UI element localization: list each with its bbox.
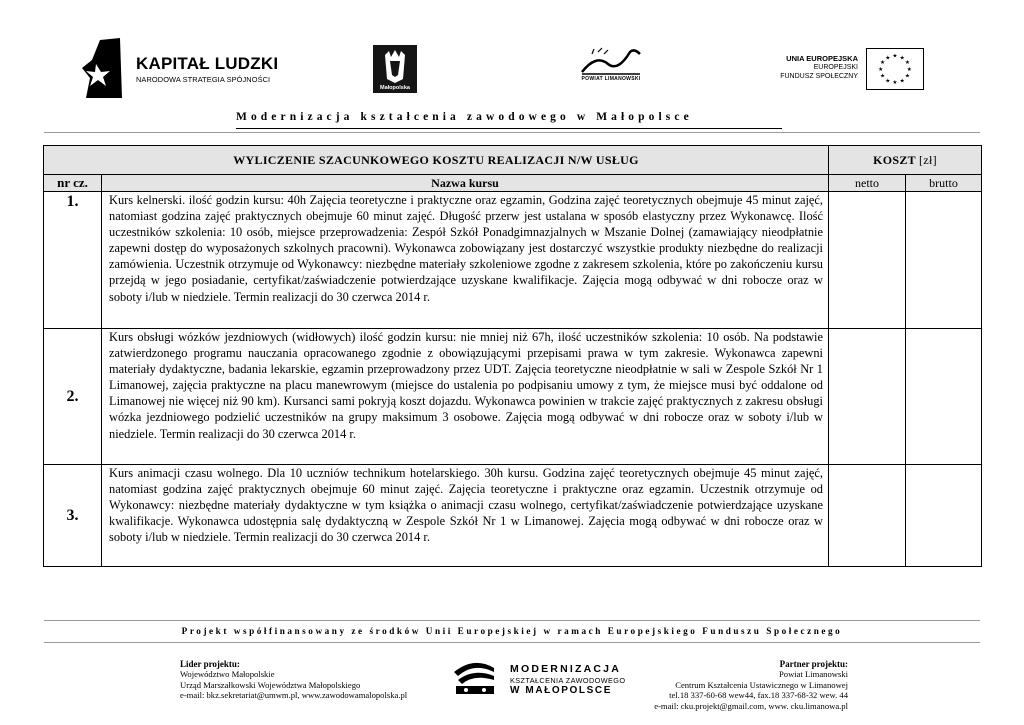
kapital-ludzki-logo: [82, 38, 282, 100]
svg-text:★: ★: [885, 78, 891, 85]
svg-text:★: ★: [904, 60, 910, 67]
table-title: WYLICZENIE SZACUNKOWEGO KOSZTU REALIZACJI N/W USŁUG: [44, 146, 829, 175]
netto-cell[interactable]: [829, 329, 906, 465]
cost-label: KOSZT: [873, 152, 916, 167]
modernizacja-line-1: MODERNIZACJA: [510, 663, 621, 675]
brutto-cell[interactable]: [906, 192, 982, 329]
svg-text:★: ★: [899, 55, 905, 62]
eu-stars-icon: [867, 49, 923, 89]
powiat-limanowski-mountain-icon: [578, 46, 644, 76]
brutto-cell[interactable]: [906, 465, 982, 567]
modernizacja-line-3: W MAŁOPOLSCE: [510, 685, 612, 696]
leader-line: e-mail: bkz.sekretariat@umwm.pl, www.zawodowamalopolska.pl: [180, 690, 408, 701]
cofinancing-note: Projekt współfinansowany ze środków Unii Europejskiej w ramach Europejskiego Funduszu Społecznego: [181, 626, 843, 636]
svg-text:★: ★: [906, 66, 912, 73]
project-partner-block: [654, 659, 848, 711]
column-header-brutto: brutto: [906, 175, 982, 192]
eu-line-2: EUROPEJSKI: [813, 64, 858, 71]
netto-cell[interactable]: [829, 465, 906, 567]
powiat-limanowski-label: POWIAT LIMANOWSKI: [581, 76, 641, 82]
cost-header: [829, 146, 982, 175]
netto-cell[interactable]: [829, 192, 906, 329]
svg-text:★: ★: [904, 73, 910, 80]
eu-line-3: FUNDUSZ SPOŁECZNY: [780, 73, 858, 80]
leader-line: Urząd Marszałkowski Województwa Małopolskiego: [180, 679, 361, 690]
svg-text:★: ★: [892, 53, 898, 60]
eu-line-1: UNIA EUROPEJSKA: [786, 54, 858, 63]
svg-text:★: ★: [899, 78, 905, 85]
footer-divider-bottom: [44, 642, 980, 643]
column-header-netto: netto: [829, 175, 906, 192]
svg-text:★: ★: [892, 80, 898, 87]
row-number: 3.: [44, 465, 102, 567]
project-subtitle: Modernizacja kształcenia zawodowego w Małopolsce: [236, 111, 693, 123]
header-divider: [44, 132, 980, 133]
row-number: 1.: [44, 192, 102, 329]
table-title-row: [44, 146, 982, 175]
modernizacja-mark-icon: [452, 658, 496, 696]
brutto-cell[interactable]: [906, 329, 982, 465]
partner-line: Centrum Kształcenia Ustawicznego w Limanowej: [675, 679, 848, 690]
footer-divider-top: [44, 620, 980, 621]
powiat-limanowski-logo: [578, 46, 644, 82]
modernizacja-line-2: KSZTAŁCENIA ZAWODOWEGO: [510, 676, 626, 685]
kapital-ludzki-title: KAPITAŁ LUDZKI: [136, 54, 279, 73]
project-leader-block: [180, 659, 407, 701]
leader-line: Województwo Małopolskie: [180, 669, 275, 680]
malopolska-logo: [373, 45, 417, 93]
subtitle-underline: [236, 128, 782, 129]
course-description: Kurs kelnerski. ilość godzin kursu: 40h Zajęcia teoretyczne i praktyczne oraz egzamin, Godzina zajęć teoretycznych obejmuje 45 minut zajęć, natomiast godzina zajęć praktycznych obejmuje 60 minut zajęć. Długość przerw jest ustalana w sposób elastyczny przez Wykonawcę. Ilość uczestników szkolenia: 10 osób, miejsce przeprowadzenia: Zespół Szkół Ponadgimnazjalnych w Mszanie Dolnej (zamawiający nieodpłatnie zapewni dostęp do wyposażonych szkolnych pracowni). Wykonawca zobowiązany jest dostarczyć wszystkie produkty niezbędne do realizacji zamówienia. Uczestnik otrzymuje od Wykonawcy: niezbędne materiały szkoleniowe zgodne z zakresem szkolenia, które po zakończeniu kursu przejdą w jego posiadanie, certyfikat/zaświadczenie potwierdzające uzyskane kwalifikacje. Zajęcia mogą odbywać w dni robocze oraz w soboty i/lub w niedziele. Termin realizacji do 30 czerwca 2014 r.: [102, 192, 829, 329]
malopolska-label: Małopolska: [380, 85, 410, 91]
row-number: 2.: [44, 329, 102, 465]
column-header-nr: nr cz.: [44, 175, 102, 192]
partner-line: tel.18 337-60-68 wew44, fax.18 337-68-32 wew. 44: [669, 690, 848, 701]
course-description: Kurs animacji czasu wolnego. Dla 10 uczniów technikum hotelarskiego. 30h kursu. Godzina zajęć teoretycznych obejmuje 45 minut zajęć, natomiast godzina zajęć praktycznych obejmuje 60 minut zajęć. Zajęcia teoretyczne i praktyczne oraz egzamin. Uczestnik otrzymuje od Wykonawcy: niezbędne materiały dydaktyczne w tym książka o animacji czasu wolnego, certyfikat/zaświadczenie potwierdzające uzyskane kwalifikacje. Wykonawca udostępnia salę dydaktyczną w Zespole Szkół Nr 1 w Limanowej. Zajęcia mogą odbywać w dni robocze oraz w soboty i/lub w niedziele. Termin realizacji do 30 czerwca 2014 r.: [102, 465, 829, 567]
partner-line: e-mail: cku.projekt@gmail.com, www. cku.limanowa.pl: [654, 700, 848, 711]
svg-text:★: ★: [880, 73, 886, 80]
course-description: Kurs obsługi wózków jezdniowych (widłowych) ilość godzin kursu: nie mniej niż 67h, ilość uczestników szkolenia: 10 osób. Na podstawie zatwierdzonego programu nauczania opracowanego zgodnie z obowiązującymi przepisami prawa w tym zakresie. Wykonawca zapewni materiały dydaktyczne, badania lekarskie, egzamin przeprowadzony przez UDT. Zajęcia teoretyczne nieodpłatnie w sali w Zespole Szkół Nr 1 Limanowej, zajęcia praktyczne na placu manewrowym (miejsce do ustalenia po podpisaniu umowy z tym, że miejsce musi być oddalone od Limanowej nie więcej niż 90 km). Kursanci sami pokryją koszt dojazdu. Wykonawca powinien w trakcie zajęć praktycznych z zakresu obsługi wózka jezdniowego podzielić uczestników na grupy maksimum 3 osobowe. Zajęcia mogą odbywać w dni robocze oraz w soboty i/lub w niedziele. Termin realizacji do 30 czerwca 2014 r.: [102, 329, 829, 465]
cost-estimate-table: [43, 145, 982, 567]
svg-text:★: ★: [878, 66, 884, 73]
leader-heading: Lider projektu:: [180, 659, 240, 669]
column-header-name: Nazwa kursu: [102, 175, 829, 192]
table-row: [44, 465, 982, 567]
partner-line: Powiat Limanowski: [779, 669, 848, 680]
kapital-ludzki-mark-icon: [82, 38, 122, 98]
modernizacja-logo: [452, 656, 632, 698]
svg-text:★: ★: [885, 55, 891, 62]
eu-text: [780, 54, 858, 81]
eu-flag-icon: [866, 48, 924, 90]
table-row: [44, 329, 982, 465]
eu-logo: [770, 46, 930, 92]
kapital-ludzki-subtitle: NARODOWA STRATEGIA SPÓJNOŚCI: [136, 75, 271, 84]
cost-unit: [zł]: [919, 152, 937, 167]
partner-heading: Partner projektu:: [779, 659, 848, 669]
column-header-row: [44, 175, 982, 192]
svg-text:★: ★: [880, 60, 886, 67]
table-row: [44, 192, 982, 329]
